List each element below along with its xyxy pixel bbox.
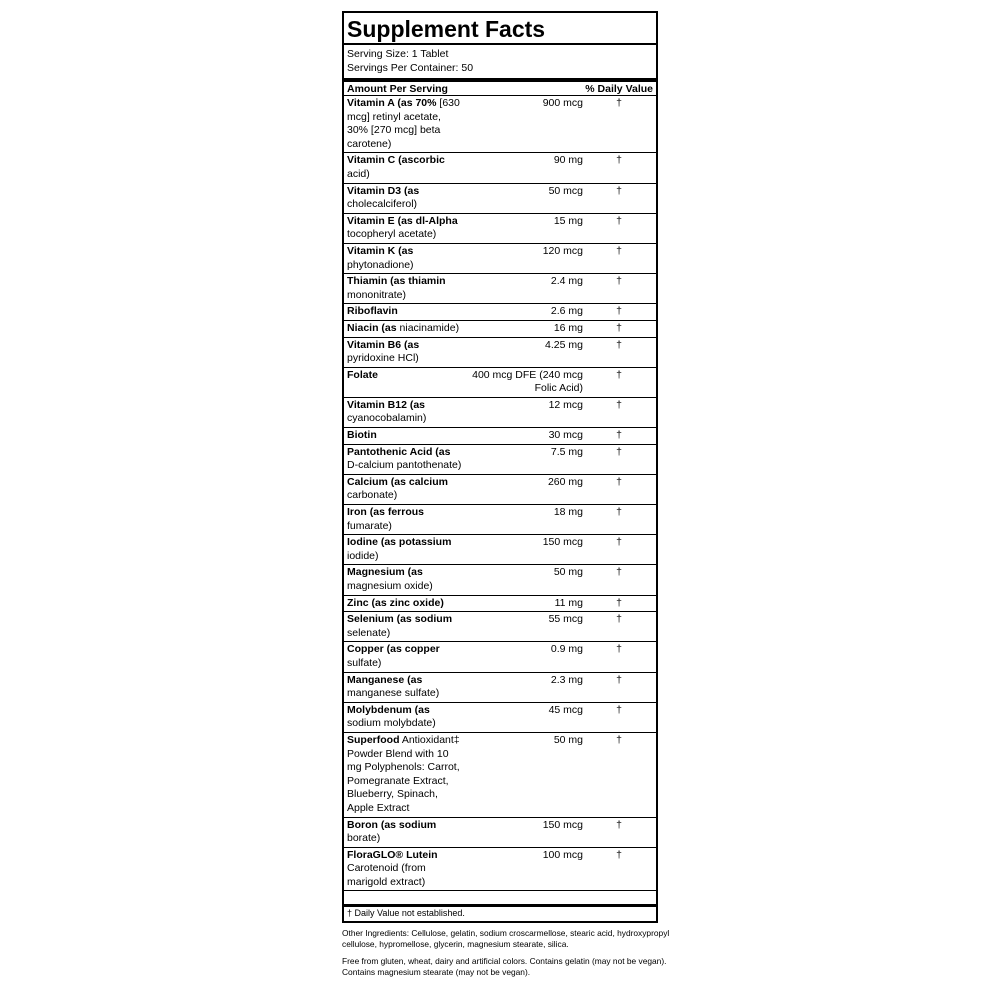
- nutrient-name-detail: cyanocobalamin): [347, 412, 427, 425]
- nutrient-name-bold: Magnesium (as: [347, 566, 423, 579]
- nutrient-daily-value: †: [616, 613, 622, 626]
- footnote: † Daily Value not established.: [347, 908, 465, 919]
- nutrient-daily-value: †: [616, 275, 622, 288]
- nutrient-amount: 12 mcg: [548, 398, 583, 411]
- nutrient-amount: 400 mcg DFE (240 mcg Folic Acid): [472, 368, 583, 395]
- nutrient-amount: 2.6 mg: [550, 305, 583, 318]
- nutrient-name-detail: acid): [347, 167, 370, 180]
- nutrient-daily-value: †: [616, 596, 622, 609]
- nutrient-name-detail: mononitrate): [347, 288, 406, 301]
- nutrient-name-detail: cholecalciferol): [347, 198, 418, 211]
- nutrient-name-detail: sodium molybdate): [347, 717, 436, 730]
- nutrient-name-bold: Pantothenic Acid (as: [347, 445, 451, 458]
- nutrient-name: [347, 476, 462, 503]
- nutrient-daily-value: †: [616, 321, 622, 334]
- nutrient-daily-value: †: [616, 338, 622, 351]
- nutrient-amount: 50 mcg: [548, 184, 583, 197]
- nutrient-name-detail: D-calcium pantothenate): [347, 459, 462, 472]
- daily-value-header: % Daily Value: [585, 83, 653, 95]
- nutrient-name-detail: magnesium oxide): [347, 580, 433, 592]
- table-row: [344, 274, 656, 304]
- nutrient-name: [347, 734, 462, 816]
- nutrient-daily-value: †: [616, 184, 622, 197]
- nutrient-name-bold: Thiamin (as thiamin: [347, 275, 446, 288]
- nutrient-name-detail: carbonate): [347, 489, 398, 502]
- nutrient-name: [347, 643, 462, 670]
- nutrient-amount: 90 mg: [553, 154, 583, 167]
- nutrient-daily-value: †: [616, 536, 622, 549]
- nutrient-name-detail: sulfate): [347, 656, 382, 669]
- nutrient-amount: 30 mcg: [548, 429, 583, 442]
- nutrient-name-bold: Vitamin C (ascorbic: [347, 154, 445, 167]
- facts-panel: [342, 11, 658, 923]
- nutrient-name: [347, 566, 462, 593]
- nutrient-name: [347, 369, 462, 396]
- nutrient-name-detail: borate): [347, 832, 381, 845]
- nutrient-name: [347, 399, 462, 426]
- nutrient-name-detail: tocopheryl acetate): [347, 228, 437, 241]
- nutrient-name-bold: Iodine (as potassium: [347, 536, 452, 549]
- table-row: [344, 848, 656, 892]
- nutrient-amount: 120 mcg: [542, 244, 583, 257]
- nutrient-name: [347, 185, 462, 212]
- nutrient-amount: 45 mcg: [548, 703, 583, 716]
- nutrient-daily-value: †: [616, 818, 622, 831]
- nutrient-amount: 50 mg: [553, 733, 583, 746]
- nutrient-name-bold: Vitamin K (as: [347, 244, 414, 257]
- table-row: [344, 184, 656, 214]
- nutrient-name-detail: [630 mcg] retinyl acetate, 30% [270 mcg] beta carotene): [347, 97, 460, 150]
- nutrient-daily-value: †: [616, 368, 622, 381]
- nutrient-daily-value: †: [616, 506, 622, 519]
- table-row: [344, 673, 656, 703]
- nutrient-name: [347, 674, 462, 701]
- nutrient-amount: 100 mcg: [542, 848, 583, 861]
- nutrient-name-bold: Manganese (as: [347, 673, 423, 686]
- ingredients-section: [342, 928, 672, 978]
- nutrient-amount: 18 mg: [553, 506, 583, 519]
- nutrient-name: [347, 275, 462, 302]
- nutrient-name-bold: Vitamin B6 (as: [347, 338, 420, 351]
- nutrient-name-bold: Selenium (as sodium: [347, 613, 453, 626]
- table-row: [344, 398, 656, 428]
- table-row: [344, 244, 656, 274]
- nutrient-amount: 7.5 mg: [550, 445, 583, 458]
- nutrient-amount: 4.25 mg: [545, 338, 583, 351]
- nutrient-name-bold: Biotin: [347, 429, 377, 442]
- nutrient-name-bold: Vitamin B12 (as: [347, 398, 426, 411]
- table-row: [344, 428, 656, 445]
- nutrient-daily-value: †: [616, 848, 622, 861]
- nutrient-amount: 11 mg: [554, 596, 583, 609]
- table-row: [344, 612, 656, 642]
- nutrient-name-detail: phytonadione): [347, 258, 414, 271]
- nutrient-list: [344, 96, 656, 891]
- nutrient-amount: 900 mcg: [542, 97, 583, 109]
- nutrient-name-bold: Vitamin A (as 70%: [347, 97, 437, 109]
- nutrient-name-detail: pyridoxine HCl): [347, 352, 419, 365]
- table-row: [344, 214, 656, 244]
- table-row: [344, 642, 656, 672]
- table-row: [344, 445, 656, 475]
- table-row: [344, 304, 656, 321]
- nutrient-name-detail: niacinamide): [399, 321, 460, 334]
- nutrient-name-bold: FloraGLO® Lutein: [347, 848, 438, 861]
- nutrient-name: [347, 704, 462, 731]
- nutrient-name-detail: fumarate): [347, 519, 392, 532]
- nutrient-name-detail: manganese sulfate): [347, 687, 440, 700]
- nutrient-amount: 55 mcg: [548, 613, 583, 626]
- table-row: [344, 475, 656, 505]
- table-row: [344, 96, 656, 153]
- nutrient-daily-value: †: [616, 429, 622, 442]
- nutrient-amount: 50 mg: [553, 566, 583, 579]
- table-row: [344, 565, 656, 595]
- servings-per-container: Servings Per Container: 50: [347, 61, 474, 74]
- nutrient-name-detail: selenate): [347, 626, 391, 639]
- nutrient-name-bold: Riboflavin: [347, 305, 398, 318]
- serving-info: [344, 43, 656, 78]
- nutrient-daily-value: †: [616, 214, 622, 227]
- nutrient-name-detail: iodide): [347, 549, 379, 562]
- nutrient-amount: 260 mg: [547, 475, 583, 488]
- table-row: [344, 153, 656, 183]
- nutrient-name-bold: Vitamin E (as dl-Alpha: [347, 214, 458, 227]
- nutrient-amount: 2.4 mg: [550, 275, 583, 288]
- nutrient-name: [347, 215, 462, 242]
- nutrient-name: [347, 154, 462, 181]
- table-row: [344, 703, 656, 733]
- nutrient-amount: 0.9 mg: [550, 643, 583, 656]
- nutrient-name-detail: Carotenoid (from marigold extract): [347, 862, 426, 888]
- column-header: [344, 78, 656, 96]
- table-row: [344, 818, 656, 848]
- free-from-statement: Free from gluten, wheat, dairy and artificial colors. Contains gelatin (may not be vegan). Contains magnesium stearate (may not be vegan).: [342, 956, 667, 978]
- nutrient-name: [347, 305, 462, 319]
- nutrient-name: [347, 536, 462, 563]
- supplement-facts-label: [342, 11, 670, 984]
- nutrient-name-detail: Antioxidant‡ Powder Blend with 10 mg Polyphenols: Carrot, Pomegranate Extract, Blueberry, Spinach, Apple Extract: [347, 733, 460, 814]
- nutrient-name: [347, 819, 462, 846]
- nutrient-name-bold: Calcium (as calcium: [347, 475, 448, 488]
- nutrient-daily-value: †: [616, 305, 622, 318]
- nutrient-name: [347, 429, 462, 443]
- table-row: [344, 535, 656, 565]
- nutrient-daily-value: †: [616, 566, 622, 579]
- nutrient-name: [347, 245, 462, 272]
- nutrient-daily-value: †: [616, 475, 622, 488]
- nutrient-name-bold: Iron (as ferrous: [347, 506, 425, 519]
- nutrient-name: [347, 613, 462, 640]
- nutrient-daily-value: †: [616, 154, 622, 167]
- nutrient-amount: 16 mg: [553, 321, 583, 334]
- nutrient-daily-value: †: [616, 703, 622, 716]
- nutrient-name-bold: Zinc (as zinc oxide): [347, 596, 444, 609]
- panel-title: Supplement Facts: [347, 16, 546, 42]
- nutrient-daily-value: †: [616, 733, 622, 746]
- nutrient-name: [347, 446, 462, 473]
- table-row: [344, 596, 656, 613]
- nutrient-name: [347, 506, 462, 533]
- nutrient-name-bold: Molybdenum (as: [347, 703, 430, 716]
- table-row: [344, 505, 656, 535]
- nutrient-daily-value: †: [616, 97, 622, 109]
- table-row: [344, 368, 656, 398]
- nutrient-daily-value: †: [616, 673, 622, 686]
- nutrient-name-bold: Boron (as sodium: [347, 818, 437, 831]
- nutrient-daily-value: †: [616, 445, 622, 458]
- nutrient-amount: 150 mcg: [542, 818, 583, 831]
- nutrient-name-bold: Niacin (as: [347, 321, 397, 334]
- nutrient-daily-value: †: [616, 244, 622, 257]
- nutrient-name: [347, 849, 462, 890]
- nutrient-name: [347, 597, 462, 611]
- nutrient-name-bold: Copper (as copper: [347, 643, 440, 656]
- nutrient-name-bold: Vitamin D3 (as: [347, 184, 420, 197]
- nutrient-amount: 15 mg: [553, 214, 583, 227]
- nutrient-daily-value: †: [616, 643, 622, 656]
- amount-per-serving-header: Amount Per Serving: [347, 83, 448, 95]
- nutrient-amount: 150 mcg: [542, 536, 583, 549]
- nutrient-daily-value: †: [616, 398, 622, 411]
- nutrient-name: [347, 322, 462, 336]
- nutrient-name-bold: Superfood: [347, 733, 400, 746]
- other-ingredients: Other Ingredients: Cellulose, gelatin, sodium croscarmellose, stearic acid, hydroxypropyl cellulose, hypromellose, glycerin, magnesium stearate, silica.: [342, 928, 670, 950]
- nutrient-name-bold: Folate: [347, 368, 378, 381]
- table-row: [344, 321, 656, 338]
- table-end-spacer: [344, 891, 656, 907]
- table-row: [344, 733, 656, 818]
- nutrient-name: [347, 97, 462, 151]
- nutrient-name: [347, 339, 462, 366]
- serving-size: Serving Size: 1 Tablet: [347, 48, 449, 60]
- table-row: [344, 338, 656, 368]
- nutrient-amount: 2.3 mg: [550, 673, 583, 686]
